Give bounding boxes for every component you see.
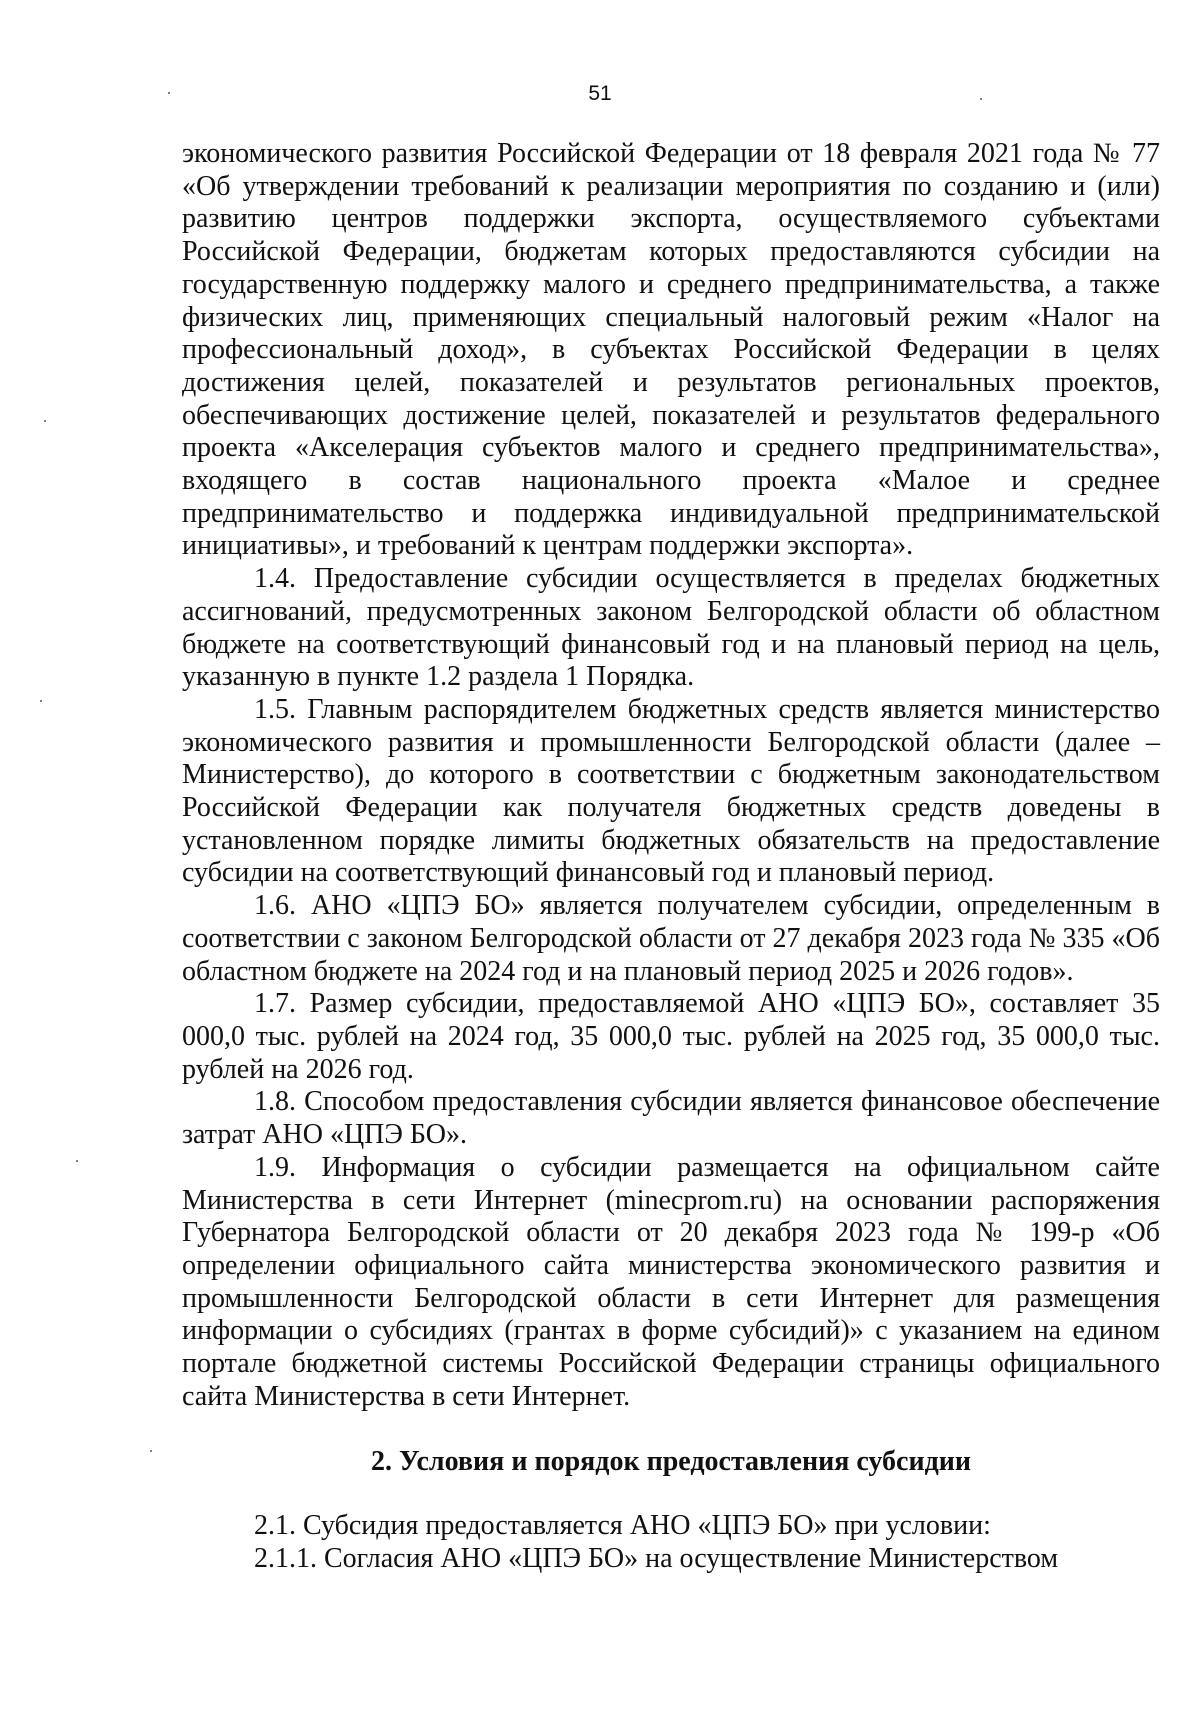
scan-speck (980, 98, 982, 100)
paragraph-1-7: 1.7. Размер субсидии, предоставляемой АНО «ЦПЭ БО», составляет 35 000,0 тыс. рублей на 2024 год, 35 000,0 тыс. рублей на 2025 год, 35 000,0 тыс. рублей на 2026 год. (182, 988, 1160, 1085)
document-body (182, 138, 1160, 1576)
section-heading: 2. Условия и порядок предоставления субсидии (370, 1446, 972, 1478)
paragraph-2-1-1: 2.1.1. Согласия АНО «ЦПЭ БО» на осуществление Министерством (254, 1542, 1059, 1574)
scan-speck (44, 420, 46, 422)
paragraph-1-4: 1.4. Предоставление субсидии осуществляется в пределах бюджетных ассигнований, предусмотренных законом Белгородской области об областном бюджете на соответствующий финансовый год и на плановый период на цель, указанную в пункте 1.2 раздела 1 Порядка. (182, 563, 1160, 693)
paragraph-2-1: 2.1. Субсидия предоставляется АНО «ЦПЭ БО» при условии: (254, 1510, 991, 1542)
paragraph-1-8: 1.8. Способом предоставления субсидии является финансовое обеспечение затрат АНО «ЦПЭ БО». (182, 1086, 1160, 1151)
scan-speck (76, 1160, 78, 1162)
paragraph-continuation: экономического развития Российской Федерации от 18 февраля 2021 года № 77 «Об утверждении требований к реализации мероприятия по созданию и (или) развитию центров поддержки экспорта, осуществляемого субъектами Российской Федерации, бюджетам которых предоставляются субсидии на государственную поддержку малого и среднего предпринимательства, а также физических лиц, применяющих специальный налоговый режим «Налог на профессиональный доход», в субъектах Российской Федерации в целях достижения целей, показателей и результатов региональных проектов, обеспечивающих достижение целей, показателей и результатов федерального проекта «Акселерация субъектов малого и среднего предпринимательства», входящего в состав национального проекта «Малое и среднее предпринимательство и поддержка индивидуальной предпринимательской инициативы», и требований к центрам поддержки экспорта». (182, 138, 1160, 562)
page-number: 51 (588, 82, 612, 105)
paragraph-1-9: 1.9. Информация о субсидии размещается на официальном сайте Министерства в сети Интернет (minecprom.ru) на основании распоряжения Губернатора Белгородской области от 20 декабря 2023 года № 199-р «Об определении официального сайта министерства экономического развития и промышленности Белгородской области в сети Интернет для размещения информации о субсидиях (грантах в форме субсидий)» с указанием на едином портале бюджетной системы Российской Федерации страницы официального сайта Министерства в сети Интернет. (182, 1151, 1160, 1412)
scan-speck (150, 1450, 152, 1452)
paragraph-1-6: 1.6. АНО «ЦПЭ БО» является получателем субсидии, определенным в соответствии с законом Белгородской области от 27 декабря 2023 года № 335 «Об областном бюджете на 2024 год и на плановый период 2025 и 2026 годов». (182, 890, 1160, 987)
scan-speck (40, 700, 42, 702)
paragraph-1-5: 1.5. Главным распорядителем бюджетных средств является министерство экономического развития и промышленности Белгородской области (далее – Министерство), до которого в соответствии с бюджетным законодательством Российской Федерации как получателя бюджетных средств доведены в установленном порядке лимиты бюджетных обязательств на предоставление субсидии на соответствующий финансовый год и плановый период. (182, 693, 1160, 889)
scan-speck (168, 92, 170, 94)
